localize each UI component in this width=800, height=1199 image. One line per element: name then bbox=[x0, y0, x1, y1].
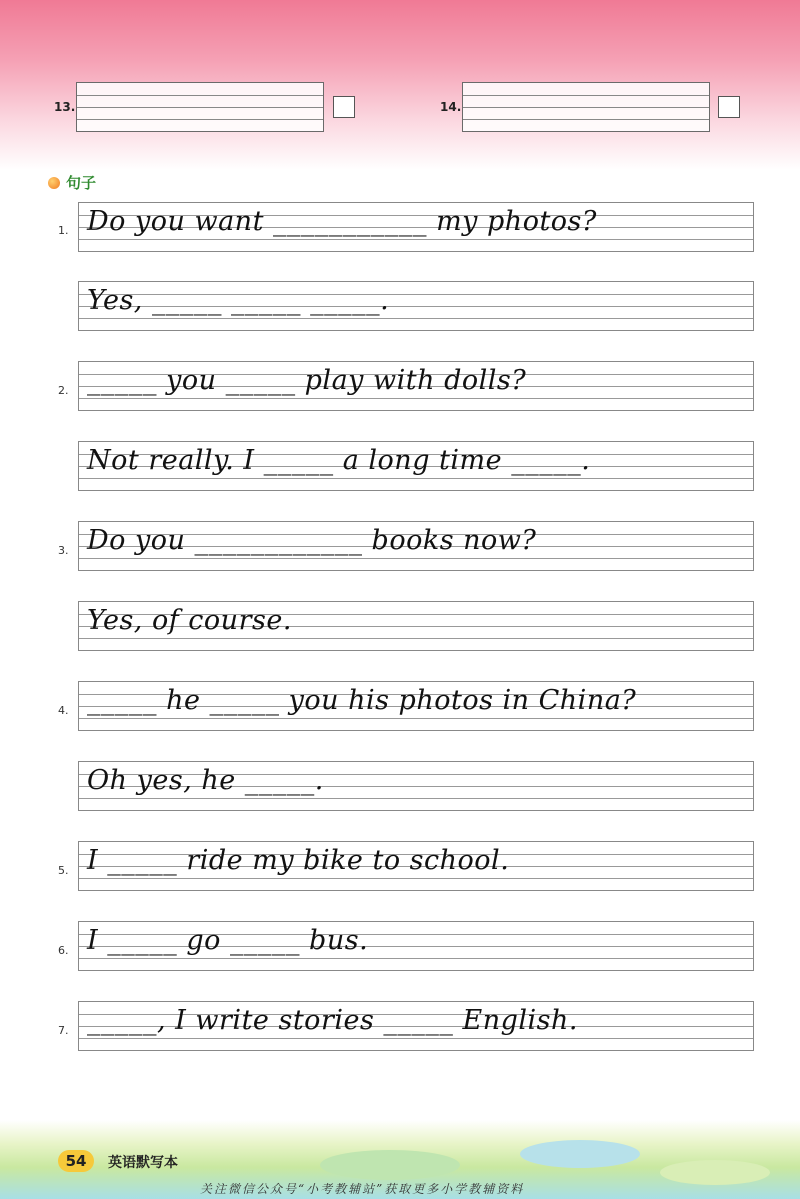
writing-line[interactable] bbox=[78, 921, 754, 971]
sentence-number: 4. bbox=[58, 704, 69, 717]
writing-line[interactable] bbox=[78, 761, 754, 811]
item-13-checkbox[interactable] bbox=[333, 96, 355, 118]
bullet-icon bbox=[48, 177, 60, 189]
sentence-text: Not really. I _____ a long time _____. bbox=[87, 445, 591, 476]
writing-line[interactable] bbox=[78, 841, 754, 891]
page-number-badge: 54 bbox=[58, 1150, 94, 1172]
sentence-text: _____ he _____ you his photos in China? bbox=[87, 685, 637, 716]
writing-line[interactable] bbox=[78, 601, 754, 651]
sentence-text: Yes, _____ _____ _____. bbox=[87, 285, 390, 316]
section-title: 句子 bbox=[66, 174, 97, 192]
sentence-text: I _____ go _____ bus. bbox=[87, 925, 369, 956]
item-14-write-box[interactable] bbox=[462, 82, 710, 132]
item-13-number: 13. bbox=[54, 100, 76, 114]
decorative-wave bbox=[660, 1160, 770, 1185]
sentence-text: Do you ____________ books now? bbox=[87, 525, 537, 556]
sentence-number: 7. bbox=[58, 1024, 69, 1037]
decorative-wave bbox=[320, 1150, 460, 1180]
writing-line[interactable] bbox=[78, 202, 754, 252]
sentence-number: 1. bbox=[58, 224, 69, 237]
sentence-number: 6. bbox=[58, 944, 69, 957]
sentence-number: 5. bbox=[58, 864, 69, 877]
sentence-number: 2. bbox=[58, 384, 69, 397]
section-header bbox=[48, 172, 96, 193]
item-14-checkbox[interactable] bbox=[718, 96, 740, 118]
decorative-wave bbox=[520, 1140, 640, 1168]
writing-line[interactable] bbox=[78, 361, 754, 411]
item-14-number: 14. bbox=[440, 100, 462, 114]
sentence-text: _____ you _____ play with dolls? bbox=[87, 365, 527, 396]
sentence-text: Oh yes, he _____. bbox=[87, 765, 324, 796]
writing-line[interactable] bbox=[78, 1001, 754, 1051]
sentence-text: Yes, of course. bbox=[87, 605, 292, 636]
sentence-text: I _____ ride my bike to school. bbox=[87, 845, 510, 876]
item-13-write-box[interactable] bbox=[76, 82, 324, 132]
book-title: 英语默写本 bbox=[108, 1155, 178, 1171]
footer-note: 关注微信公众号“小考教辅站”获取更多小学教辅资料 bbox=[200, 1182, 525, 1196]
sentence-text: _____, I write stories _____ English. bbox=[87, 1005, 578, 1036]
writing-line[interactable] bbox=[78, 441, 754, 491]
writing-line[interactable] bbox=[78, 521, 754, 571]
writing-line[interactable] bbox=[78, 681, 754, 731]
writing-line[interactable] bbox=[78, 281, 754, 331]
sentence-number: 3. bbox=[58, 544, 69, 557]
sentence-text: Do you want ___________ my photos? bbox=[87, 206, 597, 237]
